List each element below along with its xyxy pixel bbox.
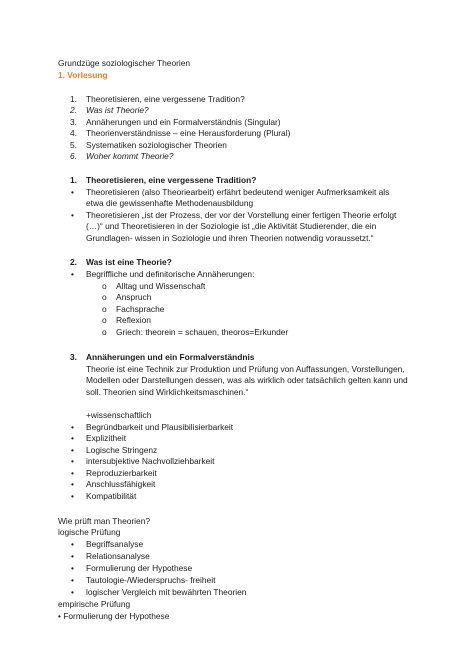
section-number: 2. [70,257,77,267]
paragraph-line: (…)“ und Theoretisieren in der Soziologie ist „die Aktivität Studierender, die ein [86,221,377,231]
toc-item: Theoretisieren, eine vergessene Tradition? [86,94,245,104]
paragraph-line: Grundlagen- wissen in Soziologie und ihren Theorien notwendig voraussetzt.“ [86,233,374,243]
sub-list-item: Reflexion [116,315,151,325]
subheading-empirisch: empirische Prüfung [58,599,131,609]
question-line: Wie prüft man Theorien? [58,516,151,526]
circle-bullet-icon: o [102,304,107,314]
check-item: logischer Vergleich mit bewährten Theorien [86,587,247,597]
bullet-icon: • [71,479,74,489]
toc-item: Theorienverständnisse – eine Herausforderung (Plural) [86,128,291,138]
toc-number: 4. [70,128,77,138]
sub-list-item: Griech: theorein = schauen, theoros=Erkunder [116,327,289,337]
criteria-item: Kompatibilität [86,491,137,501]
check-item: Tautologie-/Wiederspruchs- freiheit [86,575,216,585]
criteria-item: Anschlussfähigkeit [86,479,156,489]
paragraph-line: soll. Theorien sind Wirklichkeitsmaschinen.“ [86,387,249,397]
sub-list-item: Anspruch [116,292,152,302]
circle-bullet-icon: o [102,327,107,337]
paragraph-line: Modellen oder Darstellungen dessen, was als wirklich oder tatsächlich gelten kann und [86,375,408,385]
sub-list-item: Fachsprache [116,304,165,314]
plus-note: +wissenschaftlich [86,410,152,420]
bullet-icon: • [71,575,74,585]
bullet-icon: • [71,422,74,432]
circle-bullet-icon: o [102,315,107,325]
criteria-item: Explizitheit [86,433,127,443]
criteria-item: Reproduzierbarkeit [86,468,157,478]
criteria-item: intersubjektive Nachvollziehbarkeit [86,456,215,466]
check-item: Formulierung der Hypothese [86,563,193,573]
section-heading: Theoretisieren, eine vergessene Tradition? [86,175,257,185]
check-item: Relationsanalyse [86,551,150,561]
toc-item: Annäherungen und ein Formalverständnis (Singular) [86,117,281,127]
document-title: Grundzüge soziologischer Theorien [58,58,191,68]
paragraph-line: Theoretisieren (also Theoriearbeit) erfährt bedeutend weniger Aufmerksamkeit als [86,187,390,197]
section-heading: Annäherungen und ein Formalverständnis [86,352,255,362]
toc-number: 6. [70,151,77,161]
toc-number: 5. [70,140,77,150]
paragraph-line: etwa die gewissenhafte Methodenausbildung [86,198,254,208]
bullet-icon: • [71,587,74,597]
bullet-icon: • [71,468,74,478]
section-number: 3. [70,352,77,362]
criteria-item: Logische Stringenz [86,445,158,455]
section-heading: Was ist eine Theorie? [86,257,172,267]
bullet-icon: • [71,539,74,549]
lecture-heading: 1. Vorlesung [58,70,108,80]
section-number: 1. [70,175,77,185]
toc-number: 2. [70,105,77,115]
sub-list-item: Alltag und Wissenschaft [116,281,206,291]
bullet-icon: • [71,551,74,561]
bullet-icon: • [71,210,74,220]
circle-bullet-icon: o [102,281,107,291]
bullet-icon: • [71,456,74,466]
toc-number: 3. [70,117,77,127]
bullet-icon: • [71,433,74,443]
bullet-icon: • [71,563,74,573]
bullet-icon: • [71,445,74,455]
toc-item: Was ist Theorie? [86,105,149,115]
paragraph-line: Theoretisieren „ist der Prozess, der vor der Vorstellung einer fertigen Theorie erfolgt [86,210,397,220]
check-item: • Formulierung der Hypothese [58,611,170,621]
toc-item: Systematiken soziologischer Theorien [86,140,227,150]
toc-item: Woher kommt Theorie? [86,151,174,161]
circle-bullet-icon: o [102,292,107,302]
paragraph-line: Begriffliche und definitorische Annäherungen: [86,269,255,279]
criteria-item: Begründbarkeit und Plausibilisierbarkeit [86,422,234,432]
subheading-logisch: logische Prüfung [58,527,121,537]
bullet-icon: • [71,491,74,501]
bullet-icon: • [71,269,74,279]
paragraph-line: Theorie ist eine Technik zur Produktion und Prüfung von Auffassungen, Vorstellungen, [86,364,405,374]
toc-number: 1. [70,94,77,104]
check-item: Begriffsanalyse [86,539,144,549]
bullet-icon: • [71,187,74,197]
